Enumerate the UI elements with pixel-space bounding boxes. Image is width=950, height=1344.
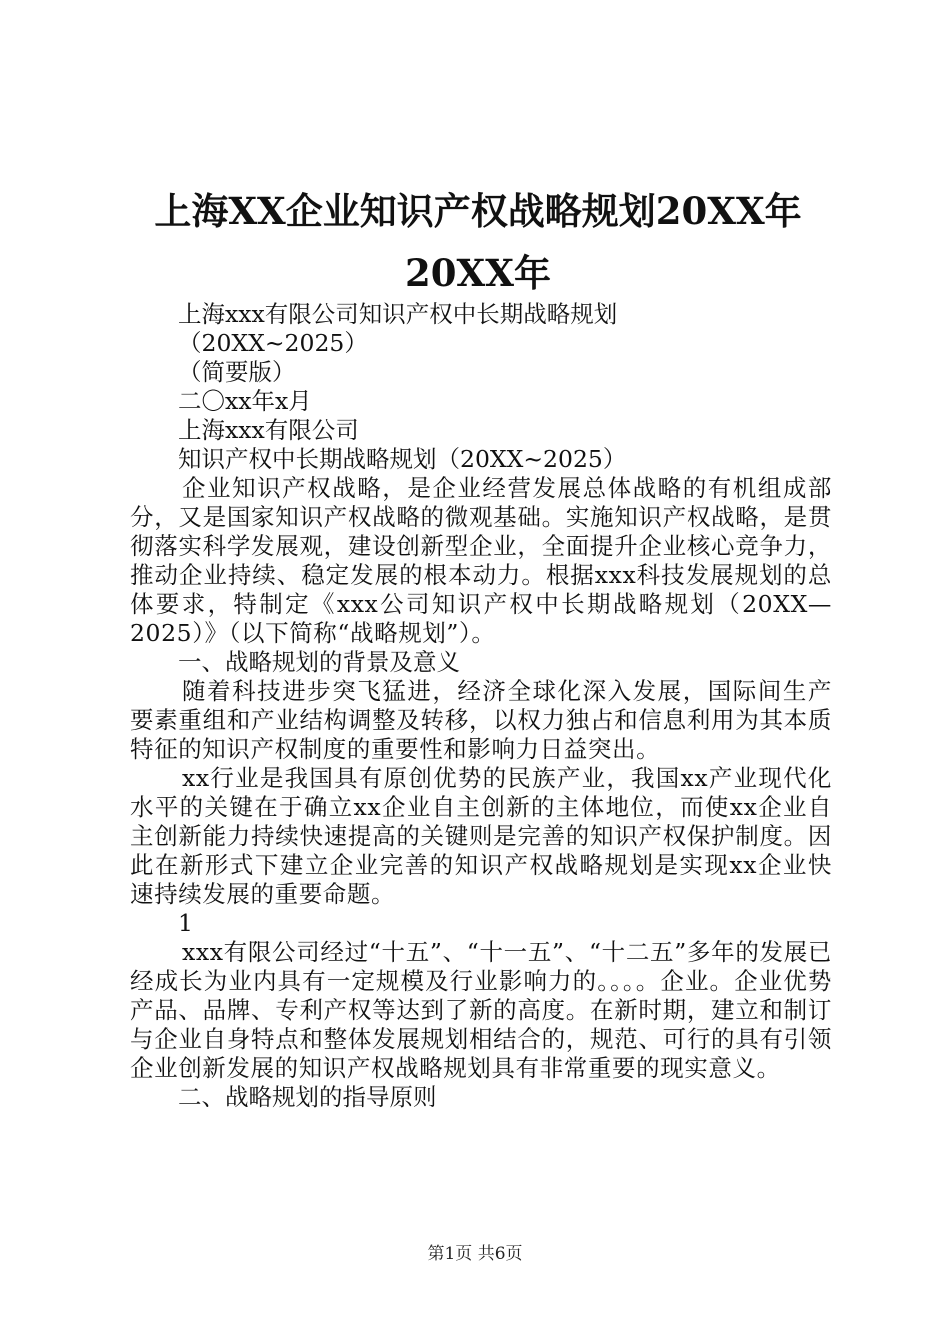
section-heading-principles: 二、战略规划的指导原则 — [178, 1083, 437, 1111]
plan-title-line: 知识产权中长期战略规划（20XX~2025） — [178, 445, 627, 473]
inline-page-number: 1 — [178, 909, 193, 937]
document-body — [130, 300, 832, 1112]
paragraph-industry: xx行业是我国具有原创优势的民族产业，我国xx产业现代化水平的关键在于确立xx企业自主创新的主体地位，而使xx企业自主创新能力持续快速提高的关键则是完善的知识产权保护制度。因此在新形式下建立企业完善的知识产权战略规划是实现xx企业快速持续发展的重要命题。 — [130, 764, 832, 908]
date-line: 二〇xx年x月 — [178, 387, 312, 415]
section-heading-background: 一、战略规划的背景及意义 — [178, 648, 460, 676]
plan-period-line: （20XX~2025） — [178, 329, 368, 357]
paragraph-background: 随着科技进步突飞猛进，经济全球化深入发展，国际间生产要素重组和产业结构调整及转移，以权力独占和信息利用为其本质特征的知识产权制度的重要性和影响力日益突出。 — [130, 677, 832, 763]
document-title: 上海XX企业知识产权战略规划20XX年20XX年 — [154, 189, 802, 295]
company-name-line: 上海xxx有限公司 — [178, 416, 359, 444]
paragraph-company-development: xxx有限公司经过“十五”、“十一五”、“十二五”多年的发展已经成长为业内具有一定规模及行业影响力的。。。。企业。企业优势产品、品牌、专利产权等达到了新的高度。在新时期，建立和制订与企业自身特点和整体发展规划相结合的，规范、可行的具有引领企业创新发展的知识产权战略规划具有非常重要的现实意义。 — [130, 938, 832, 1082]
paragraph-intro: 企业知识产权战略，是企业经营发展总体战略的有机组成部分，又是国家知识产权战略的微观基础。实施知识产权战略，是贯彻落实科学发展观，建设创新型企业，全面提升企业核心竞争力，推动企业持续、稳定发展的根本动力。根据xxx科技发展规划的总体要求，特制定《xxx公司知识产权中长期战略规划（20XX—2025）》（以下简称“战略规划”）。 — [130, 474, 832, 647]
page-footer: 第1页 共6页 — [427, 1244, 523, 1264]
edition-line: （简要版） — [178, 358, 296, 386]
company-plan-line: 上海xxx有限公司知识产权中长期战略规划 — [178, 300, 618, 328]
